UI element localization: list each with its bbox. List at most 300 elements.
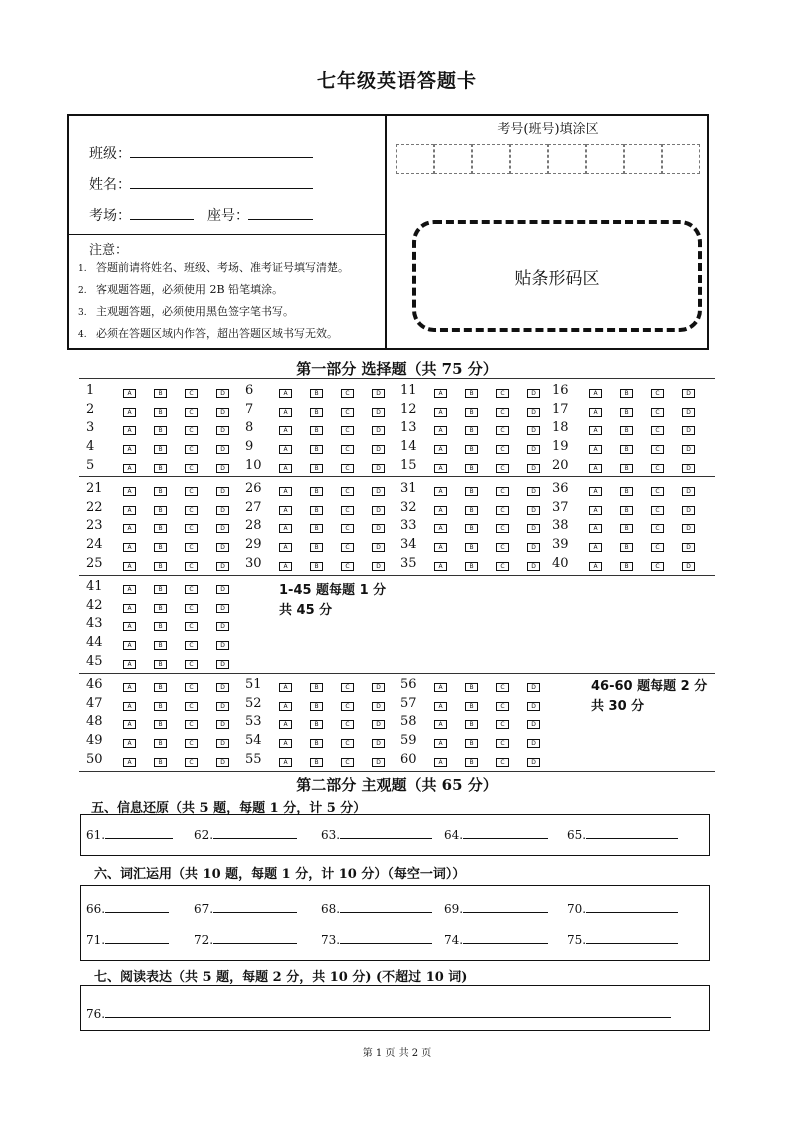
option-bubble-a[interactable]: A — [279, 758, 292, 767]
question-number: 22 — [86, 499, 103, 515]
option-bubble-b[interactable]: B — [154, 464, 167, 473]
option-bubble-d[interactable]: D — [527, 562, 540, 571]
option-bubble-b[interactable]: B — [310, 758, 323, 767]
score-note-1-45: 1-45 题每题 1 分 共 45 分 — [279, 583, 387, 618]
option-bubble-b[interactable]: B — [465, 562, 478, 571]
option-bubble-b[interactable]: B — [154, 562, 167, 571]
option-bubble-d[interactable]: D — [527, 445, 540, 454]
answer-62[interactable]: 62. — [194, 828, 297, 842]
option-bubble-c[interactable]: C — [185, 622, 198, 631]
option-bubble-a[interactable]: A — [589, 464, 602, 473]
exam-number-cell[interactable] — [662, 144, 700, 174]
option-bubble-a[interactable]: A — [123, 408, 136, 417]
option-bubble-b[interactable]: B — [310, 506, 323, 515]
option-bubble-c[interactable]: C — [185, 702, 198, 711]
question-number: 42 — [86, 597, 103, 613]
option-bubble-b[interactable]: B — [154, 506, 167, 515]
question-number: 51 — [245, 677, 262, 692]
option-bubble-b[interactable]: B — [465, 702, 478, 711]
question-number: 12 — [400, 401, 417, 417]
option-bubble-a[interactable]: A — [123, 720, 136, 729]
option-bubble-d[interactable]: D — [372, 720, 385, 729]
option-bubble-b[interactable]: B — [154, 408, 167, 417]
option-bubble-a[interactable]: A — [279, 543, 292, 552]
answer-69[interactable]: 69. — [444, 902, 548, 916]
option-bubble-b[interactable]: B — [310, 562, 323, 571]
exam-number-cell[interactable] — [510, 144, 548, 174]
option-bubble-d[interactable]: D — [216, 464, 229, 473]
option-bubble-d[interactable]: D — [216, 720, 229, 729]
seat-field[interactable] — [248, 219, 313, 220]
option-bubble-c[interactable]: C — [185, 660, 198, 669]
option-bubble-d[interactable]: D — [216, 389, 229, 398]
question-number: 5 — [86, 457, 95, 473]
question-number: 38 — [552, 518, 569, 534]
option-bubble-d[interactable]: D — [682, 389, 695, 398]
option-bubble-c[interactable]: C — [185, 543, 198, 552]
option-bubble-d[interactable]: D — [527, 487, 540, 496]
option-bubble-a[interactable]: A — [434, 524, 447, 533]
barcode-label: 贴条形码区 — [514, 268, 600, 289]
option-bubble-a[interactable]: A — [123, 683, 136, 692]
option-bubble-c[interactable]: C — [496, 758, 509, 767]
option-bubble-b[interactable]: B — [465, 758, 478, 767]
section7-heading: 七、阅读表达（共 5 题，每题 2 分，共 10 分) (不超过 10 词) — [94, 970, 468, 985]
option-bubble-d[interactable]: D — [216, 506, 229, 515]
answer-66[interactable]: 66. — [86, 902, 169, 916]
question-number: 53 — [245, 714, 262, 730]
option-bubble-b[interactable]: B — [310, 720, 323, 729]
option-bubble-a[interactable]: A — [279, 487, 292, 496]
option-bubble-c[interactable]: C — [651, 426, 664, 435]
option-bubble-c[interactable]: C — [341, 702, 354, 711]
option-bubble-b[interactable]: B — [465, 389, 478, 398]
option-bubble-d[interactable]: D — [216, 408, 229, 417]
option-bubble-d[interactable]: D — [682, 426, 695, 435]
option-bubble-c[interactable]: C — [341, 506, 354, 515]
question-number: 10 — [245, 457, 262, 473]
option-bubble-b[interactable]: B — [620, 543, 633, 552]
option-bubble-b[interactable]: B — [465, 487, 478, 496]
answer-67[interactable]: 67. — [194, 902, 297, 916]
option-bubble-d[interactable]: D — [216, 683, 229, 692]
option-bubble-c[interactable]: C — [651, 408, 664, 417]
option-bubble-d[interactable]: D — [216, 758, 229, 767]
option-bubble-d[interactable]: D — [372, 506, 385, 515]
option-bubble-b[interactable]: B — [465, 445, 478, 454]
option-bubble-b[interactable]: B — [620, 524, 633, 533]
question-number: 56 — [400, 677, 417, 692]
option-bubble-c[interactable]: C — [651, 524, 664, 533]
option-bubble-a[interactable]: A — [123, 660, 136, 669]
answer-72[interactable]: 72. — [194, 933, 297, 947]
option-bubble-b[interactable]: B — [154, 585, 167, 594]
option-bubble-a[interactable]: A — [589, 543, 602, 552]
option-bubble-b[interactable]: B — [154, 604, 167, 613]
option-bubble-a[interactable]: A — [123, 702, 136, 711]
answer-76[interactable]: 76. — [86, 1007, 671, 1021]
option-bubble-a[interactable]: A — [434, 487, 447, 496]
option-bubble-c[interactable]: C — [651, 543, 664, 552]
option-bubble-b[interactable]: B — [310, 426, 323, 435]
option-bubble-d[interactable]: D — [216, 739, 229, 748]
option-bubble-d[interactable]: D — [527, 389, 540, 398]
option-bubble-c[interactable]: C — [496, 426, 509, 435]
question-number: 40 — [552, 555, 569, 571]
info-divider — [385, 115, 387, 349]
option-bubble-a[interactable]: A — [279, 445, 292, 454]
option-bubble-d[interactable]: D — [216, 585, 229, 594]
option-bubble-b[interactable]: B — [154, 389, 167, 398]
option-bubble-a[interactable]: A — [589, 562, 602, 571]
option-bubble-c[interactable]: C — [185, 604, 198, 613]
option-bubble-a[interactable]: A — [589, 426, 602, 435]
option-bubble-c[interactable]: C — [341, 389, 354, 398]
option-bubble-b[interactable]: B — [310, 543, 323, 552]
option-bubble-d[interactable]: D — [216, 660, 229, 669]
class-field[interactable] — [130, 157, 313, 158]
option-bubble-c[interactable]: C — [185, 408, 198, 417]
option-bubble-a[interactable]: A — [279, 702, 292, 711]
option-bubble-b[interactable]: B — [620, 426, 633, 435]
option-bubble-b[interactable]: B — [154, 543, 167, 552]
option-bubble-c[interactable]: C — [651, 506, 664, 515]
option-bubble-b[interactable]: B — [310, 445, 323, 454]
option-bubble-a[interactable]: A — [434, 562, 447, 571]
option-bubble-c[interactable]: C — [341, 683, 354, 692]
option-bubble-a[interactable]: A — [123, 543, 136, 552]
option-bubble-c[interactable]: C — [185, 720, 198, 729]
option-bubble-c[interactable]: C — [185, 562, 198, 571]
option-bubble-c[interactable]: C — [185, 506, 198, 515]
option-bubble-a[interactable]: A — [279, 464, 292, 473]
option-bubble-c[interactable]: C — [496, 464, 509, 473]
exam-number-cell[interactable] — [586, 144, 624, 174]
divider — [79, 673, 715, 674]
option-bubble-b[interactable]: B — [310, 487, 323, 496]
option-bubble-a[interactable]: A — [123, 758, 136, 767]
exam-number-cell[interactable] — [624, 144, 662, 174]
option-bubble-a[interactable]: A — [434, 464, 447, 473]
option-bubble-b[interactable]: B — [154, 426, 167, 435]
option-bubble-d[interactable]: D — [216, 445, 229, 454]
option-bubble-c[interactable]: C — [496, 506, 509, 515]
question-number: 6 — [245, 383, 254, 398]
question-number: 23 — [86, 518, 103, 534]
question-number: 28 — [245, 518, 262, 534]
option-bubble-b[interactable]: B — [465, 506, 478, 515]
option-bubble-a[interactable]: A — [123, 524, 136, 533]
option-bubble-c[interactable]: C — [341, 408, 354, 417]
option-bubble-b[interactable]: B — [154, 702, 167, 711]
option-bubble-d[interactable]: D — [216, 426, 229, 435]
option-bubble-a[interactable]: A — [589, 389, 602, 398]
answer-63[interactable]: 63. — [321, 828, 432, 842]
option-bubble-c[interactable]: C — [185, 641, 198, 650]
option-bubble-c[interactable]: C — [341, 562, 354, 571]
option-bubble-d[interactable]: D — [372, 445, 385, 454]
option-bubble-d[interactable]: D — [372, 408, 385, 417]
option-bubble-a[interactable]: A — [279, 720, 292, 729]
option-bubble-c[interactable]: C — [496, 524, 509, 533]
answer-75[interactable]: 75. — [567, 933, 678, 947]
option-bubble-c[interactable]: C — [341, 426, 354, 435]
option-bubble-b[interactable]: B — [465, 408, 478, 417]
option-bubble-c[interactable]: C — [185, 683, 198, 692]
option-bubble-a[interactable]: A — [434, 720, 447, 729]
option-bubble-c[interactable]: C — [496, 683, 509, 692]
option-bubble-d[interactable]: D — [527, 543, 540, 552]
option-bubble-c[interactable]: C — [496, 562, 509, 571]
option-bubble-d[interactable]: D — [216, 562, 229, 571]
option-bubble-b[interactable]: B — [310, 524, 323, 533]
exam-number-cell[interactable] — [472, 144, 510, 174]
option-bubble-c[interactable]: C — [185, 758, 198, 767]
option-bubble-a[interactable]: A — [434, 758, 447, 767]
option-bubble-a[interactable]: A — [434, 739, 447, 748]
option-bubble-c[interactable]: C — [341, 543, 354, 552]
option-bubble-c[interactable]: C — [651, 562, 664, 571]
option-bubble-b[interactable]: B — [310, 739, 323, 748]
option-bubble-d[interactable]: D — [527, 426, 540, 435]
option-bubble-b[interactable]: B — [465, 524, 478, 533]
option-bubble-c[interactable]: C — [651, 389, 664, 398]
option-bubble-d[interactable]: D — [372, 524, 385, 533]
option-bubble-c[interactable]: C — [185, 445, 198, 454]
option-bubble-b[interactable]: B — [154, 524, 167, 533]
option-bubble-d[interactable]: D — [527, 702, 540, 711]
option-bubble-a[interactable]: A — [123, 604, 136, 613]
option-bubble-d[interactable]: D — [527, 758, 540, 767]
name-field[interactable] — [130, 188, 313, 189]
option-bubble-a[interactable]: A — [123, 464, 136, 473]
option-bubble-b[interactable]: B — [465, 739, 478, 748]
option-bubble-a[interactable]: A — [434, 702, 447, 711]
option-bubble-b[interactable]: B — [620, 445, 633, 454]
option-bubble-a[interactable]: A — [434, 543, 447, 552]
note-item: 1. 答题前请将姓名、班级、考场、准考证号填写清楚。 — [78, 261, 349, 274]
option-bubble-d[interactable]: D — [682, 562, 695, 571]
exam-room-field[interactable] — [130, 219, 194, 220]
option-bubble-b[interactable]: B — [310, 683, 323, 692]
option-bubble-a[interactable]: A — [279, 739, 292, 748]
option-bubble-a[interactable]: A — [123, 389, 136, 398]
option-bubble-c[interactable]: C — [496, 445, 509, 454]
option-bubble-a[interactable]: A — [434, 506, 447, 515]
option-bubble-b[interactable]: B — [465, 683, 478, 692]
option-bubble-d[interactable]: D — [372, 543, 385, 552]
option-bubble-b[interactable]: B — [310, 389, 323, 398]
option-bubble-c[interactable]: C — [185, 487, 198, 496]
option-bubble-a[interactable]: A — [279, 506, 292, 515]
option-bubble-d[interactable]: D — [216, 641, 229, 650]
option-bubble-c[interactable]: C — [496, 702, 509, 711]
option-bubble-c[interactable]: C — [341, 464, 354, 473]
option-bubble-c[interactable]: C — [651, 464, 664, 473]
option-bubble-c[interactable]: C — [496, 720, 509, 729]
option-bubble-d[interactable]: D — [527, 524, 540, 533]
option-bubble-d[interactable]: D — [682, 543, 695, 552]
option-bubble-b[interactable]: B — [465, 543, 478, 552]
option-bubble-a[interactable]: A — [279, 524, 292, 533]
option-bubble-c[interactable]: C — [341, 487, 354, 496]
option-bubble-c[interactable]: C — [496, 487, 509, 496]
option-bubble-a[interactable]: A — [279, 562, 292, 571]
option-bubble-b[interactable]: B — [154, 660, 167, 669]
option-bubble-b[interactable]: B — [620, 464, 633, 473]
option-bubble-b[interactable]: B — [154, 641, 167, 650]
option-bubble-d[interactable]: D — [216, 487, 229, 496]
option-bubble-a[interactable]: A — [434, 445, 447, 454]
option-bubble-d[interactable]: D — [682, 464, 695, 473]
option-bubble-a[interactable]: A — [434, 408, 447, 417]
option-bubble-b[interactable]: B — [465, 720, 478, 729]
option-bubble-b[interactable]: B — [620, 562, 633, 571]
question-number: 33 — [400, 518, 417, 534]
option-bubble-a[interactable]: A — [589, 408, 602, 417]
exam-number-cell[interactable] — [548, 144, 586, 174]
option-bubble-c[interactable]: C — [341, 758, 354, 767]
option-bubble-a[interactable]: A — [434, 426, 447, 435]
option-bubble-d[interactable]: D — [372, 683, 385, 692]
option-bubble-d[interactable]: D — [216, 702, 229, 711]
question-number: 47 — [86, 695, 103, 711]
option-bubble-a[interactable]: A — [434, 683, 447, 692]
option-bubble-b[interactable]: B — [620, 408, 633, 417]
option-bubble-b[interactable]: B — [154, 445, 167, 454]
option-bubble-a[interactable]: A — [589, 445, 602, 454]
option-bubble-b[interactable]: B — [310, 408, 323, 417]
answer-71[interactable]: 71. — [86, 933, 169, 947]
option-bubble-c[interactable]: C — [341, 720, 354, 729]
option-bubble-d[interactable]: D — [372, 389, 385, 398]
option-bubble-b[interactable]: B — [154, 622, 167, 631]
option-bubble-c[interactable]: C — [185, 739, 198, 748]
option-bubble-d[interactable]: D — [527, 683, 540, 692]
section6-answer-box — [80, 885, 710, 961]
exam-number-cell[interactable] — [434, 144, 472, 174]
notes-divider — [68, 234, 386, 235]
option-bubble-c[interactable]: C — [341, 445, 354, 454]
option-bubble-a[interactable]: A — [123, 487, 136, 496]
option-bubble-d[interactable]: D — [682, 408, 695, 417]
option-bubble-a[interactable]: A — [589, 487, 602, 496]
option-bubble-c[interactable]: C — [496, 389, 509, 398]
exam-number-cell[interactable] — [396, 144, 434, 174]
option-bubble-b[interactable]: B — [620, 389, 633, 398]
option-bubble-b[interactable]: B — [620, 487, 633, 496]
option-bubble-a[interactable]: A — [123, 622, 136, 631]
option-bubble-a[interactable]: A — [279, 426, 292, 435]
option-bubble-a[interactable]: A — [589, 506, 602, 515]
option-bubble-c[interactable]: C — [496, 408, 509, 417]
option-bubble-a[interactable]: A — [279, 683, 292, 692]
option-bubble-a[interactable]: A — [279, 389, 292, 398]
option-bubble-d[interactable]: D — [216, 524, 229, 533]
option-bubble-d[interactable]: D — [216, 543, 229, 552]
question-number: 48 — [86, 714, 103, 730]
option-bubble-b[interactable]: B — [465, 464, 478, 473]
option-bubble-d[interactable]: D — [527, 506, 540, 515]
option-bubble-d[interactable]: D — [682, 445, 695, 454]
option-bubble-c[interactable]: C — [185, 524, 198, 533]
option-bubble-d[interactable]: D — [216, 604, 229, 613]
option-bubble-c[interactable]: C — [185, 389, 198, 398]
divider — [79, 476, 715, 477]
option-bubble-c[interactable]: C — [185, 585, 198, 594]
option-bubble-a[interactable]: A — [123, 426, 136, 435]
option-bubble-d[interactable]: D — [372, 702, 385, 711]
option-bubble-d[interactable]: D — [372, 464, 385, 473]
option-bubble-a[interactable]: A — [434, 389, 447, 398]
option-bubble-d[interactable]: D — [682, 487, 695, 496]
option-bubble-d[interactable]: D — [372, 739, 385, 748]
answer-73[interactable]: 73. — [321, 933, 432, 947]
class-label: 班级： — [89, 146, 131, 162]
option-bubble-b[interactable]: B — [310, 464, 323, 473]
option-bubble-b[interactable]: B — [154, 720, 167, 729]
option-bubble-a[interactable]: A — [279, 408, 292, 417]
option-bubble-a[interactable]: A — [589, 524, 602, 533]
option-bubble-d[interactable]: D — [682, 506, 695, 515]
option-bubble-d[interactable]: D — [527, 720, 540, 729]
option-bubble-d[interactable]: D — [216, 622, 229, 631]
answer-61[interactable]: 61. — [86, 828, 173, 842]
answer-68[interactable]: 68. — [321, 902, 432, 916]
option-bubble-d[interactable]: D — [527, 408, 540, 417]
option-bubble-c[interactable]: C — [496, 739, 509, 748]
option-bubble-a[interactable]: A — [123, 445, 136, 454]
option-bubble-d[interactable]: D — [527, 739, 540, 748]
option-bubble-c[interactable]: C — [341, 739, 354, 748]
option-bubble-c[interactable]: C — [185, 426, 198, 435]
answer-70[interactable]: 70. — [567, 902, 678, 916]
option-bubble-b[interactable]: B — [154, 683, 167, 692]
option-bubble-a[interactable]: A — [123, 562, 136, 571]
option-bubble-c[interactable]: C — [185, 464, 198, 473]
question-number: 50 — [86, 751, 103, 767]
question-number: 13 — [400, 420, 417, 436]
option-bubble-d[interactable]: D — [682, 524, 695, 533]
option-bubble-d[interactable]: D — [527, 464, 540, 473]
option-bubble-b[interactable]: B — [154, 487, 167, 496]
answer-64[interactable]: 64. — [444, 828, 548, 842]
option-bubble-a[interactable]: A — [123, 506, 136, 515]
option-bubble-c[interactable]: C — [651, 445, 664, 454]
question-number: 20 — [552, 457, 569, 473]
option-bubble-c[interactable]: C — [496, 543, 509, 552]
option-bubble-c[interactable]: C — [341, 524, 354, 533]
option-bubble-a[interactable]: A — [123, 739, 136, 748]
option-bubble-b[interactable]: B — [310, 702, 323, 711]
answer-65[interactable]: 65. — [567, 828, 678, 842]
option-bubble-a[interactable]: A — [123, 585, 136, 594]
option-bubble-b[interactable]: B — [620, 506, 633, 515]
option-bubble-d[interactable]: D — [372, 426, 385, 435]
option-bubble-c[interactable]: C — [651, 487, 664, 496]
option-bubble-d[interactable]: D — [372, 758, 385, 767]
option-bubble-d[interactable]: D — [372, 487, 385, 496]
question-number: 29 — [245, 537, 262, 553]
option-bubble-d[interactable]: D — [372, 562, 385, 571]
option-bubble-a[interactable]: A — [123, 641, 136, 650]
option-bubble-b[interactable]: B — [154, 739, 167, 748]
question-number: 25 — [86, 555, 103, 571]
option-bubble-b[interactable]: B — [465, 426, 478, 435]
question-number: 14 — [400, 439, 417, 455]
answer-74[interactable]: 74. — [444, 933, 548, 947]
option-bubble-b[interactable]: B — [154, 758, 167, 767]
